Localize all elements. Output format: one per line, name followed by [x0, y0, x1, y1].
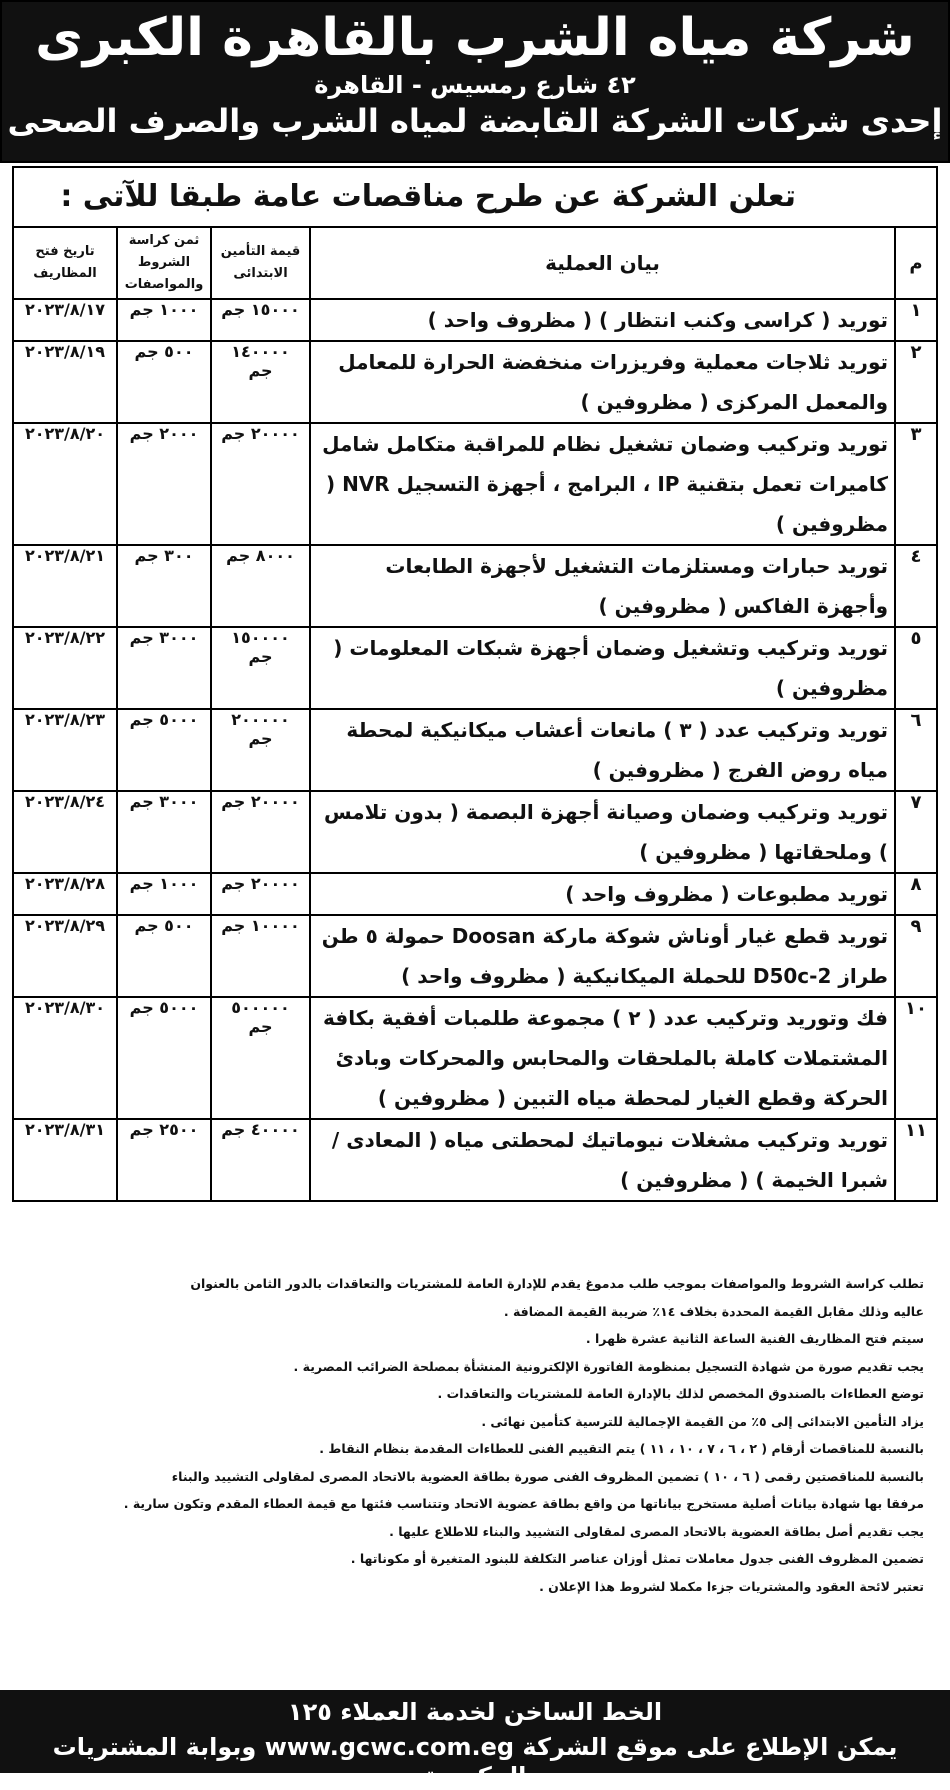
row-opening-date: ٢٠٢٣/٨/٣١ [13, 1119, 117, 1201]
row-opening-date: ٢٠٢٣/٨/٢٢ [13, 627, 117, 709]
row-description: توريد ( كراسى وكنب انتظار ) ( مظروف واحد ) [310, 299, 895, 341]
row-booklet-price: ٢٥٠٠ جم [117, 1119, 211, 1201]
footer-banner [0, 1690, 950, 1790]
note-item: مرفقا بها شهادة بيانات أصلية مستخرج بياناتها من واقع بطاقة عضوية الاتحاد وتتناسب فئتها مع قيمة العطاء المقدم وتكون سارية . [123, 1496, 924, 1511]
row-description: توريد ثلاجات معملية وفريزرات منخفضة الحرارة للمعامل والمعمل المركزى ( مظروفين ) [310, 341, 895, 423]
row-booklet-price: ٣٠٠٠ جم [117, 791, 211, 873]
header-no: م [895, 227, 937, 299]
row-number: ٤ [895, 545, 937, 627]
company-name: شركة مياه الشرب بالقاهرة الكبرى [35, 8, 915, 68]
row-opening-date: ٢٠٢٣/٨/١٩ [13, 341, 117, 423]
row-insurance: ١٠٠٠٠ جم [211, 915, 310, 997]
row-number: ٨ [895, 873, 937, 915]
row-booklet-price: ٣٠٠ جم [117, 545, 211, 627]
row-number: ٧ [895, 791, 937, 873]
note-item: يجب تقديم صورة من شهادة التسجيل بمنظومة الفاتورة الإلكترونية المنشأة بمصلحة الضرائب المصرية . [293, 1358, 924, 1374]
row-description: توريد وتركيب عدد ( ٣ ) مانعات أعشاب ميكانيكية لمحطة مياه روض الفرج ( مظروفين ) [310, 709, 895, 791]
header-booklet-price: ثمن كراسة الشروط والمواصفات [117, 227, 211, 299]
row-insurance: ٢٠٠٠٠ جم [211, 423, 310, 545]
table-row [13, 627, 937, 709]
notes-list [26, 1270, 924, 1600]
row-number: ٦ [895, 709, 937, 791]
company-address: ٤٢ شارع رمسيس - القاهرة [314, 71, 636, 99]
row-opening-date: ٢٠٢٣/٨/٢٣ [13, 709, 117, 791]
row-booklet-price: ٥٠٠ جم [117, 915, 211, 997]
row-description: توريد حبارات ومستلزمات التشغيل لأجهزة الطابعات وأجهزة الفاكس ( مظروفين ) [310, 545, 895, 627]
row-insurance: ٢٠٠٠٠٠ جم [211, 709, 310, 791]
row-description: فك وتوريد وتركيب عدد ( ٢ ) مجموعة طلمبات أفقية بكافة المشتملات كاملة بالملحقات والمحابس والمحركات وبادئ الحركة وقطع الغيار لمحطة مياه التبين ( مظروفين ) [310, 997, 895, 1119]
row-description: توريد وتركيب وضمان تشغيل نظام للمراقبة متكامل شامل كاميرات تعمل بتقنية IP ، البرامج ، أجهزة التسجيل NVR ( مظروفين ) [310, 423, 895, 545]
header-description: بيان العملية [310, 227, 895, 299]
company-affiliation: إحدى شركات الشركة القابضة لمياه الشرب والصرف الصحى [7, 102, 943, 141]
row-number: ٢ [895, 341, 937, 423]
table-row [13, 423, 937, 545]
row-number: ٣ [895, 423, 937, 545]
row-number: ٥ [895, 627, 937, 709]
table-row [13, 873, 937, 915]
header-opening-date: تاريخ فتح المظاريف [13, 227, 117, 299]
row-opening-date: ٢٠٢٣/٨/٢٤ [13, 791, 117, 873]
note-item: يجب تقديم أصل بطاقة العضوية بالاتحاد المصرى لمقاولى التشييد والبناء للاطلاع عليها . [389, 1523, 924, 1539]
note-item: سيتم فتح المظاريف الفنية الساعة الثانية عشرة ظهرا . [585, 1331, 924, 1346]
website-text: يمكن الإطلاع على موقع الشركة www.gcwc.com.eg وبوابة المشتريات الحكومية [52, 1732, 898, 1790]
row-insurance: ٢٠٠٠٠ جم [211, 873, 310, 915]
row-insurance: ٤٠٠٠٠ جم [211, 1119, 310, 1201]
table-row [13, 299, 937, 341]
row-insurance: ٢٠٠٠٠ جم [211, 791, 310, 873]
table-row [13, 997, 937, 1119]
row-booklet-price: ٣٠٠٠ جم [117, 627, 211, 709]
row-opening-date: ٢٠٢٣/٨/٢١ [13, 545, 117, 627]
note-item: توضع العطاءات بالصندوق المخصص لذلك بالإدارة العامة للمشتريات والتعاقدات . [437, 1386, 924, 1401]
row-booklet-price: ٢٠٠٠ جم [117, 423, 211, 545]
table-row [13, 1119, 937, 1201]
header-banner [0, 0, 950, 163]
row-opening-date: ٢٠٢٣/٨/٣٠ [13, 997, 117, 1119]
row-number: ٩ [895, 915, 937, 997]
row-number: ١٠ [895, 997, 937, 1119]
table-row [13, 791, 937, 873]
row-insurance: ١٤٠٠٠٠ جم [211, 341, 310, 423]
row-description: توريد وتركيب وتشغيل وضمان أجهزة شبكات المعلومات ( مظروفين ) [310, 627, 895, 709]
note-item: بالنسبة للمناقصات أرقام ( ٢ ، ٦ ، ٧ ، ١٠ ، ١١ ) يتم التقييم الفنى للعطاءات المقدمة بنظام النقاط . [319, 1441, 924, 1456]
table-header-row [13, 227, 937, 299]
row-opening-date: ٢٠٢٣/٨/٢٩ [13, 915, 117, 997]
row-opening-date: ٢٠٢٣/٨/٢٨ [13, 873, 117, 915]
row-insurance: ٨٠٠٠ جم [211, 545, 310, 627]
tender-intro: تعلن الشركة عن طرح مناقصات عامة طبقا للآتى : [12, 166, 938, 226]
row-opening-date: ٢٠٢٣/٨/١٧ [13, 299, 117, 341]
note-item: تضمين المظروف الفنى جدول معاملات تمثل أوزان عناصر التكلفة للبنود المتغيرة أو مكوناتها . [350, 1551, 924, 1566]
row-description: توريد مطبوعات ( مظروف واحد ) [310, 873, 895, 915]
row-description: توريد وتركيب وضمان وصيانة أجهزة البصمة ( بدون تلامس ) وملحقاتها ( مظروفين ) [310, 791, 895, 873]
row-number: ١ [895, 299, 937, 341]
row-description: توريد وتركيب مشغلات نيوماتيك لمحطتى مياه ( المعادى / شبرا الخيمة ) ( مظروفين ) [310, 1119, 895, 1201]
table-row [13, 545, 937, 627]
note-item: يزاد التأمين الابتدائى إلى ٥٪ من القيمة الإجمالية للترسية كتأمين نهائى . [481, 1413, 924, 1429]
row-booklet-price: ٥٠٠٠ جم [117, 709, 211, 791]
table-row [13, 709, 937, 791]
row-number: ١١ [895, 1119, 937, 1201]
table-row [13, 915, 937, 997]
conditions-notes [12, 1264, 938, 1688]
header-insurance: قيمة التأمين الابتدائى [211, 227, 310, 299]
hotline-text: الخط الساخن لخدمة العملاء ١٢٥ [287, 1698, 663, 1726]
row-description: توريد قطع غيار أوناش شوكة ماركة Doosan حمولة ٥ طن طراز D50c-2 للحملة الميكانيكية ( مظروف واحد ) [310, 915, 895, 997]
row-insurance: ٥٠٠٠٠٠ جم [211, 997, 310, 1119]
note-item: تعتبر لائحة العقود والمشتريات جزءا مكملا لشروط هذا الإعلان . [539, 1578, 924, 1594]
note-item: عاليه وذلك مقابل القيمة المحددة بخلاف ١٤٪ ضريبة القيمة المضافة . [503, 1303, 924, 1319]
row-opening-date: ٢٠٢٣/٨/٢٠ [13, 423, 117, 545]
table-row [13, 341, 937, 423]
tenders-table [12, 226, 938, 1202]
row-booklet-price: ٥٠٠ جم [117, 341, 211, 423]
row-booklet-price: ١٠٠٠ جم [117, 299, 211, 341]
row-booklet-price: ٥٠٠٠ جم [117, 997, 211, 1119]
row-insurance: ١٥٠٠٠ جم [211, 299, 310, 341]
row-booklet-price: ١٠٠٠ جم [117, 873, 211, 915]
row-insurance: ١٥٠٠٠٠ جم [211, 627, 310, 709]
note-item: بالنسبة للمناقصتين رقمى ( ٦ ، ١٠ ) تضمين المظروف الفنى صورة بطاقة العضوية بالاتحاد المصرى لمقاولى التشييد والبناء [171, 1468, 924, 1484]
note-item: تطلب كراسة الشروط والمواصفات بموجب طلب مدموغ يقدم للإدارة العامة للمشتريات والتعاقدات بالدور الثامن بالعنوان [190, 1276, 924, 1291]
